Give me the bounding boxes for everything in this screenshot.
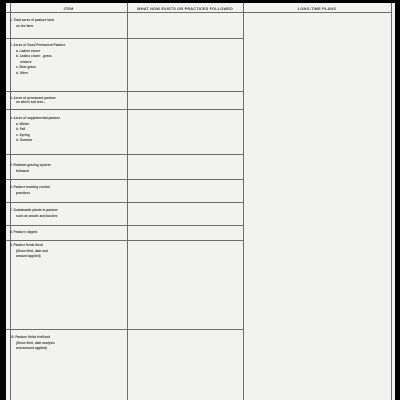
row-rule	[6, 225, 243, 226]
row-rule	[6, 240, 243, 241]
row-line: (Show field, date analysis	[16, 340, 55, 345]
row-permanent-pasture-soil	[10, 96, 124, 105]
row-rule	[6, 202, 243, 203]
row-supplemental-pasture	[10, 116, 124, 144]
row-pasture-fields-limed	[10, 243, 124, 260]
row-mowing-control	[10, 185, 124, 196]
row-line: d. Summer	[16, 138, 33, 143]
row-line: practices	[16, 190, 30, 195]
row-line: b. Ladino clover - grass	[16, 54, 52, 59]
header-plans: LONG-TIME PLANS	[297, 7, 337, 11]
row-line: on which soil test...	[16, 100, 46, 105]
column-line	[243, 3, 244, 400]
row-line: and amount applied)	[16, 346, 48, 351]
row-line: d. Other	[16, 70, 29, 75]
row-line: 7. Sustainable plants in pasture	[10, 208, 58, 212]
row-line: on the farm	[16, 23, 34, 28]
row-line: such as woods and bushes	[16, 213, 58, 218]
header-item: ITEM	[63, 7, 74, 11]
row-line: a. Ladino clover	[16, 48, 41, 53]
row-line: (Show field, date and	[16, 248, 48, 253]
row-line: 2. Acres of Good Permanent Pasture	[10, 43, 66, 47]
row-line: mixture	[20, 59, 32, 64]
column-line	[391, 3, 392, 400]
form-sheet	[6, 3, 395, 400]
row-line: 3. Acres of permanent pasture	[10, 96, 56, 100]
header-rule	[6, 12, 391, 13]
row-rule	[6, 38, 243, 39]
row-rule	[6, 109, 243, 110]
row-pasture-clipped	[10, 230, 124, 236]
row-line: a. Winter	[16, 121, 30, 126]
row-rule	[6, 154, 243, 155]
row-line: 1. Total acres of pasture land	[10, 18, 54, 22]
row-line: c. Blue grass	[16, 65, 36, 70]
row-line: 6. Pasture mowing control	[10, 185, 50, 189]
row-line: 10. Pasture fields fertilized	[10, 335, 51, 339]
row-line: followed	[16, 168, 29, 173]
row-line: b. Fall	[16, 127, 26, 132]
row-good-permanent-pasture	[10, 43, 124, 77]
row-pasture-fields-fertilized	[10, 335, 124, 352]
row-line: c. Spring	[16, 132, 30, 137]
row-rotation-grazing	[10, 163, 124, 174]
row-rule	[6, 91, 243, 92]
row-rule	[6, 329, 243, 330]
row-line: 4. Acres of supplemental pasture	[10, 116, 61, 120]
row-line: 5. Rotation grazing system	[10, 163, 51, 167]
row-sustainable-plants	[10, 208, 124, 219]
header-practices: WHAT NOW EXISTS OR PRACTICES FOLLOWED	[137, 7, 233, 11]
row-total-acres	[10, 18, 124, 29]
row-rule	[6, 179, 243, 180]
row-line: amount applied)	[16, 254, 41, 259]
row-line: 8. Pasture clipped	[10, 230, 38, 234]
row-line: 9. Pasture fields fined	[10, 243, 43, 247]
